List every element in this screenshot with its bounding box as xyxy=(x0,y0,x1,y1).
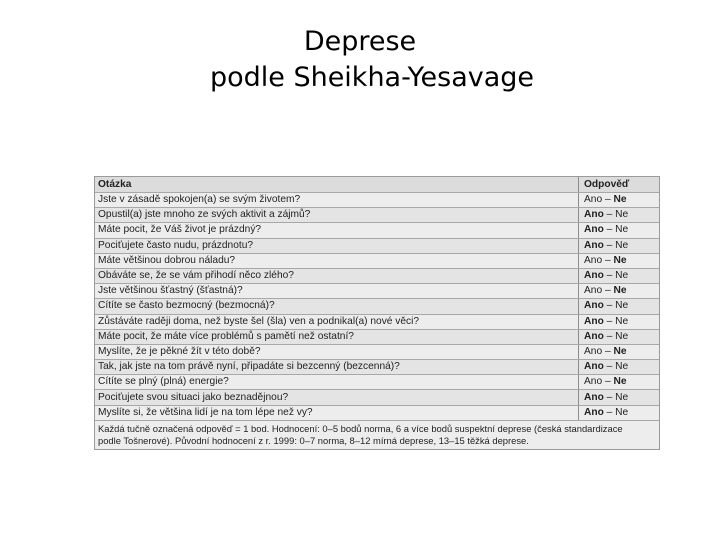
answer-cell xyxy=(579,314,660,329)
answer-separator: – xyxy=(603,209,616,221)
table-row xyxy=(95,238,659,253)
answer-separator: – xyxy=(603,270,616,282)
answer-ne: Ne xyxy=(615,224,629,236)
answer-ano: Ano xyxy=(584,239,604,251)
answer-separator: – xyxy=(603,224,616,236)
answer-separator: – xyxy=(603,239,616,251)
answer-ne: Ne xyxy=(615,361,629,373)
answer-cell xyxy=(579,360,660,375)
question-cell: Pociťujete často nudu, prázdnotu? xyxy=(95,238,579,253)
table-row xyxy=(95,253,659,268)
table-row xyxy=(95,193,659,208)
table-row xyxy=(95,390,659,405)
answer-ano: Ano xyxy=(584,376,603,388)
question-cell: Myslíte, že je pěkné žít v této době? xyxy=(95,344,579,359)
answer-ne: Ne xyxy=(613,345,627,357)
answer-ne: Ne xyxy=(615,315,629,327)
answer-cell xyxy=(579,344,660,359)
answer-separator: – xyxy=(603,330,616,342)
question-cell: Jste v zásadě spokojen(a) se svým životem? xyxy=(95,193,579,208)
answer-ne: Ne xyxy=(615,330,629,342)
answer-ano: Ano xyxy=(584,285,603,297)
answer-ne: Ne xyxy=(615,391,629,403)
answer-separator: – xyxy=(603,315,616,327)
scoring-note-line-1: Každá tučně označená odpověď = 1 bod. Hodnocení: 0–5 bodů norma, 6 a více bodů suspektní deprese (česká standardizace xyxy=(98,422,623,434)
table-row xyxy=(95,268,659,283)
answer-cell xyxy=(579,208,660,223)
answer-separator: – xyxy=(602,345,614,357)
header-answer: Odpověď xyxy=(579,177,660,193)
question-cell: Obáváte se, že se vám přihodí něco zlého? xyxy=(95,268,579,283)
answer-ne: Ne xyxy=(615,209,629,221)
answer-cell xyxy=(579,238,660,253)
table-row xyxy=(95,223,659,238)
answer-ne: Ne xyxy=(613,194,627,206)
answer-ano: Ano xyxy=(584,224,604,236)
answer-ne: Ne xyxy=(615,406,629,418)
question-cell: Pociťujete svou situaci jako beznadějnou? xyxy=(95,390,579,405)
question-cell: Máte pocit, že máte více problémů s pamětí než ostatní? xyxy=(95,329,579,344)
question-cell: Cítíte se často bezmocný (bezmocná)? xyxy=(95,299,579,314)
question-cell: Tak, jak jste na tom právě nyní, připadáte si bezcenný (bezcenná)? xyxy=(95,360,579,375)
answer-separator: – xyxy=(603,300,616,312)
answer-ne: Ne xyxy=(613,376,627,388)
table-row xyxy=(95,208,659,223)
answer-cell xyxy=(579,193,660,208)
question-cell: Cítíte se plný (plná) energie? xyxy=(95,375,579,390)
answer-ne: Ne xyxy=(613,254,627,266)
answer-cell xyxy=(579,299,660,314)
answer-separator: – xyxy=(602,194,614,206)
answer-cell xyxy=(579,223,660,238)
question-cell: Jste většinou šťastný (šťastná)? xyxy=(95,284,579,299)
answer-ano: Ano xyxy=(584,345,603,357)
answer-cell xyxy=(579,390,660,405)
answer-separator: – xyxy=(603,406,616,418)
answer-separator: – xyxy=(603,361,616,373)
table-row xyxy=(95,284,659,299)
questionnaire-scan xyxy=(94,176,660,450)
answer-separator: – xyxy=(602,376,614,388)
scoring-note xyxy=(95,421,659,448)
answer-ano: Ano xyxy=(584,300,604,312)
question-cell: Máte pocit, že Váš život je prázdný? xyxy=(95,223,579,238)
answer-ano: Ano xyxy=(584,209,604,221)
answer-ano: Ano xyxy=(584,270,604,282)
answer-ne: Ne xyxy=(615,270,629,282)
table-body xyxy=(95,193,659,421)
answer-ne: Ne xyxy=(615,300,629,312)
answer-ano: Ano xyxy=(584,254,603,266)
answer-ano: Ano xyxy=(584,391,604,403)
answer-ne: Ne xyxy=(615,239,629,251)
slide-title xyxy=(0,24,720,96)
question-cell: Opustil(a) jste mnoho ze svých aktivit a zájmů? xyxy=(95,208,579,223)
answer-cell xyxy=(579,329,660,344)
title-line-1: Deprese xyxy=(303,26,417,57)
answer-ano: Ano xyxy=(584,315,604,327)
table-header-row xyxy=(95,177,659,193)
question-cell: Zůstáváte raději doma, než byste šel (šla) ven a podnikal(a) nové věci? xyxy=(95,314,579,329)
table-row xyxy=(95,360,659,375)
table-row xyxy=(95,405,659,420)
questionnaire-table xyxy=(95,177,659,421)
answer-cell xyxy=(579,268,660,283)
answer-ne: Ne xyxy=(613,285,627,297)
answer-cell xyxy=(579,375,660,390)
answer-separator: – xyxy=(602,254,614,266)
answer-ano: Ano xyxy=(584,194,603,206)
answer-separator: – xyxy=(603,391,616,403)
answer-ano: Ano xyxy=(584,361,604,373)
question-cell: Myslíte si, že většina lidí je na tom lépe než vy? xyxy=(95,405,579,420)
header-question: Otázka xyxy=(95,177,579,193)
table-row xyxy=(95,375,659,390)
answer-cell xyxy=(579,405,660,420)
answer-cell xyxy=(579,284,660,299)
answer-ano: Ano xyxy=(584,406,604,418)
answer-separator: – xyxy=(602,285,614,297)
table-row xyxy=(95,329,659,344)
table-row xyxy=(95,314,659,329)
title-line-2: podle Sheikha-Yesavage xyxy=(209,62,535,93)
table-row xyxy=(95,344,659,359)
answer-ano: Ano xyxy=(584,330,604,342)
answer-cell xyxy=(579,253,660,268)
table-row xyxy=(95,299,659,314)
scoring-note-line-2: podle Tošnerové). Původní hodnocení z r. 1999: 0–7 norma, 8–12 mírná deprese, 13–15 těžká deprese. xyxy=(98,435,529,447)
question-cell: Máte většinou dobrou náladu? xyxy=(95,253,579,268)
